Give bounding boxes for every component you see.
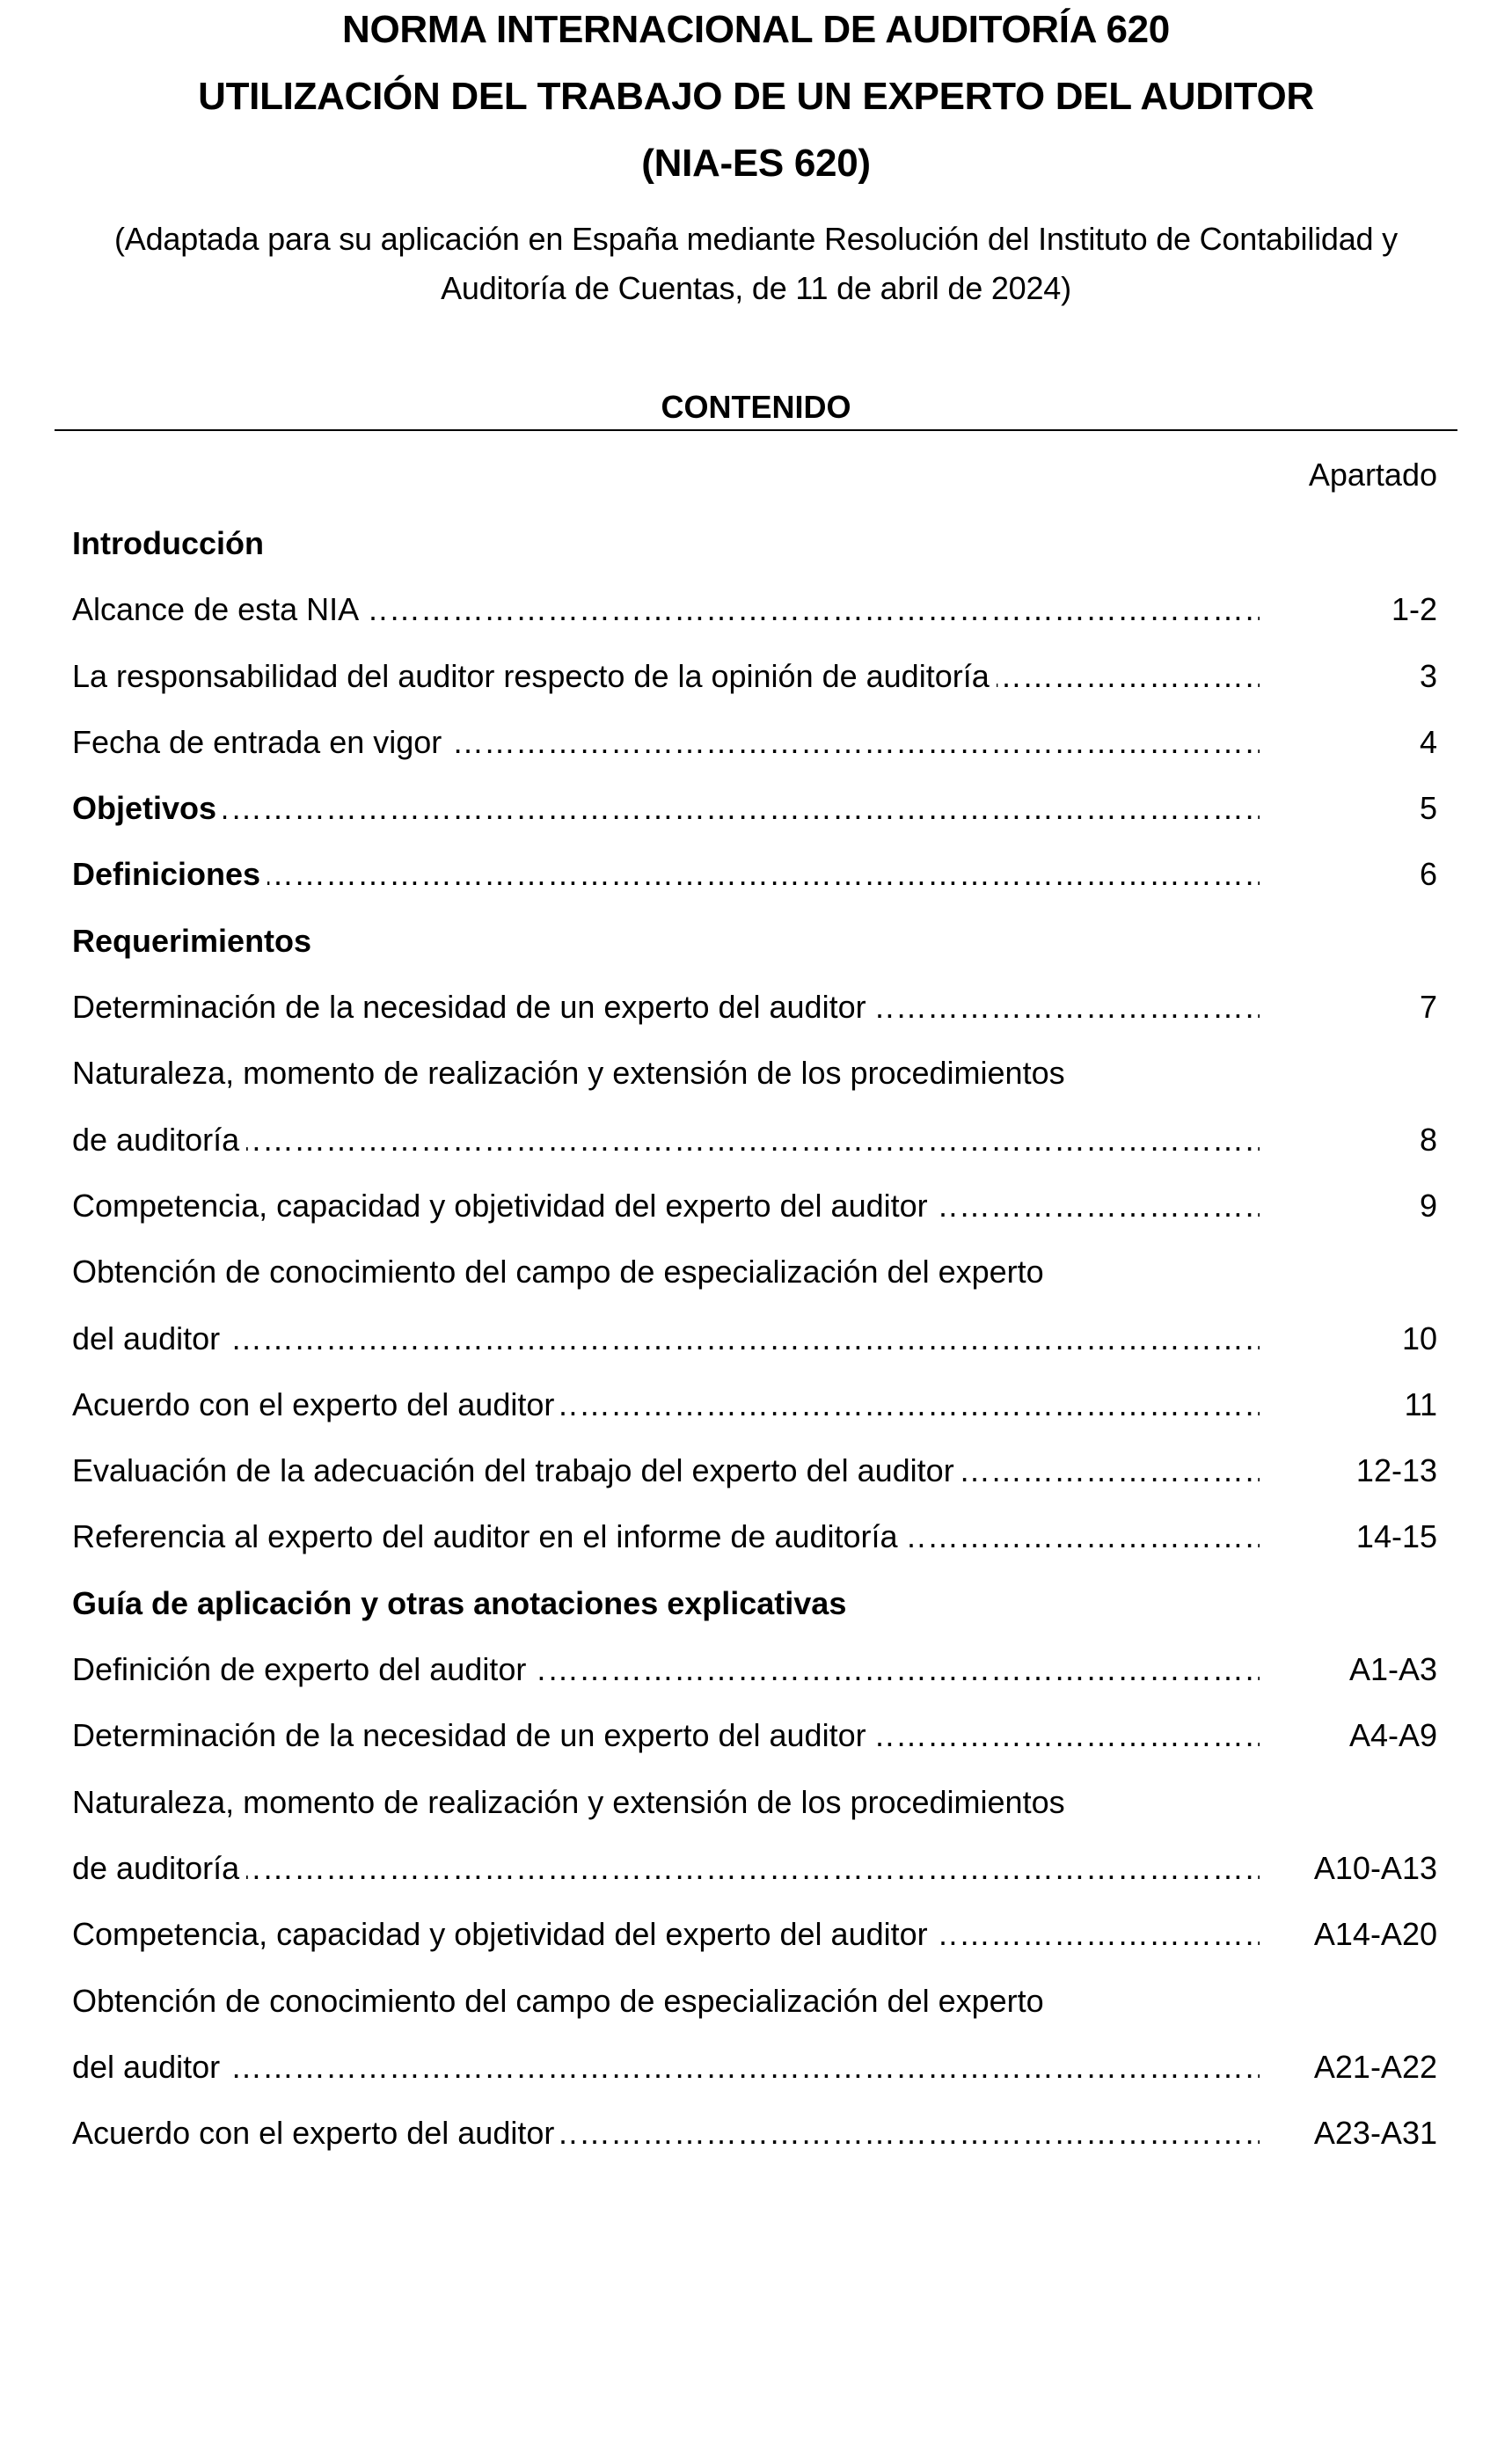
toc-entry [72,775,1437,841]
toc-entry [72,1239,1437,1305]
toc-entry [72,709,1437,775]
toc-entry-label-container [72,1305,1260,1371]
toc-entry [72,1769,1437,1835]
toc-entry-label-container [72,1968,1260,2034]
toc-entry [72,908,1437,974]
toc-entry-label: Competencia, capacidad y objetividad del experto del auditor [72,1188,935,1224]
toc-entry-label-container [72,1636,1260,1702]
toc-entry-label: del auditor [72,1320,227,1356]
toc-entry [72,576,1437,642]
toc-entry-label: Referencia al experto del auditor en el informe de auditoría [72,1518,905,1554]
toc-entry [72,1570,1437,1636]
toc-entry [72,1107,1437,1173]
toc-entry-paragraph-ref: A21-A22 [1313,2048,1437,2085]
toc-entry-label: Acuerdo con el experto del auditor [72,2115,561,2151]
toc-entry-label-container [72,1901,1260,1967]
toc-entry-label-container [72,1437,1260,1503]
toc-entry-label-container [72,1239,1260,1305]
toc-entry-label: del auditor [72,2049,227,2085]
toc-entry-label: Objetivos [72,790,223,826]
toc-entry-paragraph-ref: 11 [1404,1386,1437,1422]
toc-entry-label: Naturaleza, momento de realización y extensión de los procedimientos [72,1784,1076,1820]
toc-entry-label-container [72,841,1260,907]
toc-entry-label-container [72,1040,1260,1106]
toc-entry-label-container [72,643,1260,709]
toc-entry-paragraph-ref: A1-A3 [1348,1651,1437,1688]
toc-entry-paragraph-ref: 1-2 [1391,591,1437,628]
toc-entry-label: Obtención de conocimiento del campo de especialización del experto [72,1983,1055,2019]
toc-entry [72,1702,1437,1768]
standard-title: NORMA INTERNACIONAL DE AUDITORÍA 620 [342,8,1170,51]
toc-entry-label: Fecha de entrada en vigor [72,724,449,760]
toc-entry-paragraph-ref: 5 [1419,790,1437,827]
toc-entry-label: Requerimientos [72,923,322,959]
toc-entry [72,841,1437,907]
toc-entry-label: de auditoría [72,1122,246,1158]
toc-entry-label: Definición de experto del auditor [72,1651,533,1687]
heading-divider [55,429,1457,431]
toc-entry [72,1040,1437,1106]
toc-entry [72,2034,1437,2100]
toc-entry-label-container [72,1371,1260,1437]
toc-entry [72,643,1437,709]
toc-entry-label: Determinación de la necesidad de un experto del auditor [72,989,873,1025]
toc-entry [72,1968,1437,2034]
toc-entry-paragraph-ref: 14-15 [1355,1518,1437,1555]
toc-entry-paragraph-ref: A4-A9 [1348,1717,1437,1754]
toc-entry-label-container [72,1173,1260,1239]
toc-entry-label: La responsabilidad del auditor respecto de la opinión de auditoría [72,658,997,694]
toc-entry-paragraph-ref: 3 [1419,657,1437,694]
toc-entry [72,1835,1437,1901]
toc-entry-paragraph-ref: A23-A31 [1313,2115,1437,2152]
toc-entry-label-container [72,908,1260,974]
toc-entry-label-container [72,1769,1260,1835]
toc-entry-label: Naturaleza, momento de realización y extensión de los procedimientos [72,1055,1076,1091]
toc-entry-label: Evaluación de la adecuación del trabajo del experto del auditor [72,1452,961,1488]
toc-entry-paragraph-ref: 12-13 [1355,1452,1437,1489]
table-of-contents [72,510,1437,2166]
toc-entry [72,1305,1437,1371]
adaptation-note-line-1: (Adaptada para su aplicación en España mediante Resolución del Instituto de Contabilidad y [114,221,1398,257]
toc-entry-label: Guía de aplicación y otras anotaciones explicativas [72,1585,857,1621]
toc-entry-label: Determinación de la necesidad de un experto del auditor [72,1717,873,1753]
toc-entry-label: Competencia, capacidad y objetividad del experto del auditor [72,1916,935,1952]
toc-entry-paragraph-ref: 4 [1419,723,1437,760]
toc-entry-paragraph-ref: 7 [1419,989,1437,1026]
toc-entry [72,1437,1437,1503]
toc-entry [72,1503,1437,1569]
column-header-apartado: Apartado [1308,457,1437,493]
toc-entry-paragraph-ref: A10-A13 [1313,1849,1437,1886]
toc-entry [72,1371,1437,1437]
toc-entry-paragraph-ref: 8 [1419,1121,1437,1158]
toc-entry-label-container [72,974,1260,1040]
toc-entry-paragraph-ref: A14-A20 [1313,1916,1437,1953]
toc-entry-label-container [72,1107,1260,1173]
standard-subject: UTILIZACIÓN DEL TRABAJO DE UN EXPERTO DEL AUDITOR [198,75,1314,118]
adaptation-note [53,215,1459,313]
standard-code: (NIA-ES 620) [641,142,871,185]
toc-entry [72,1636,1437,1702]
toc-entry-label-container [72,2034,1260,2100]
toc-entry-label-container [72,1835,1260,1901]
toc-entry [72,1901,1437,1967]
toc-entry-label: Alcance de esta NIA [72,591,366,627]
toc-entry-label: de auditoría [72,1850,246,1886]
toc-entry-paragraph-ref: 10 [1401,1320,1437,1356]
toc-entry-label-container [72,2100,1260,2166]
toc-entry-label: Obtención de conocimiento del campo de especialización del experto [72,1254,1055,1290]
toc-entry-label-container [72,1570,1260,1636]
toc-entry-label-container [72,1503,1260,1569]
toc-entry-label-container [72,709,1260,775]
toc-entry-label: Acuerdo con el experto del auditor [72,1386,561,1422]
adaptation-note-line-2: Auditoría de Cuentas, de 11 de abril de 2024) [441,270,1071,306]
contents-heading: CONTENIDO [661,389,851,425]
toc-entry-label-container [72,510,1260,576]
toc-entry [72,510,1437,576]
toc-entry [72,974,1437,1040]
toc-entry [72,2100,1437,2166]
toc-entry-label: Introducción [72,525,274,561]
toc-entry-paragraph-ref: 6 [1419,856,1437,893]
toc-entry [72,1173,1437,1239]
toc-entry-label-container [72,576,1260,642]
toc-entry-label-container [72,775,1260,841]
toc-entry-label: Definiciones [72,856,267,892]
toc-entry-paragraph-ref: 9 [1419,1187,1437,1224]
toc-entry-label-container [72,1702,1260,1768]
title-block [53,0,1459,313]
